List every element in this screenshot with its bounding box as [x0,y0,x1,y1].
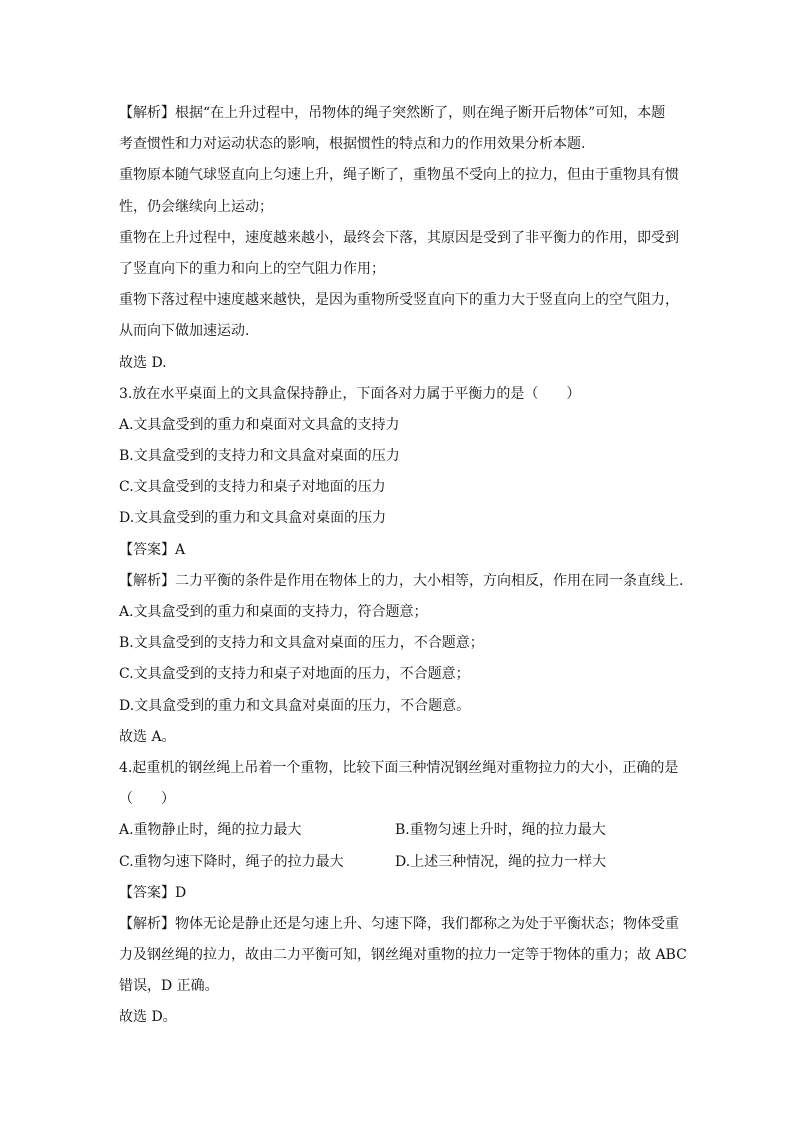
answer-text: 【答案】A [119,541,186,558]
question-option: A.文具盒受到的重力和桌面对文具盒的支持力 [119,416,400,433]
analysis-text: 错误，D 正确。 [119,978,219,995]
analysis-text: 力及钢丝绳的拉力，故由二力平衡可知，钢丝绳对重物的拉力一定等于物体的重力；故 ABC [119,947,687,964]
paragraph-text: 重物在上升过程中，速度越来越小，最终会下落，其原因是受到了非平衡力的作用，即受到 [119,229,679,246]
paragraph-text: 了竖直向下的重力和向上的空气阻力作用； [119,260,385,277]
page-content [119,98,687,1034]
paragraph-text: 重物下落过程中速度越来越快，是因为重物所受竖直向下的重力大于竖直向上的空气阻力， [119,292,679,309]
analysis-item: D.文具盒受到的重力和文具盒对桌面的压力，不合题意。 [119,697,471,714]
question-option: D.文具盒受到的重力和文具盒对桌面的压力 [119,510,387,527]
question-option: B.文具盒受到的支持力和文具盒对桌面的压力 [119,448,400,465]
analysis-text: 【解析】物体无论是静止还是匀速上升、匀速下降，我们都称之为处于平衡状态；物体受重 [119,915,679,932]
question-stem: 4.起重机的钢丝绳上吊着一个重物，比较下面三种情况钢丝绳对重物拉力的大小，正确的是 [119,759,679,776]
analysis-text: 【解析】二力平衡的条件是作用在物体上的力，大小相等，方向相反，作用在同一条直线上. [119,572,684,589]
choice-text: 故选 D。 [119,1009,177,1026]
question-option: D.上述三种情况，绳的拉力一样大 [395,853,607,870]
analysis-text: 【解析】根据“在上升过程中，吊物体的绳子突然断了，则在绳子断开后物体”可知，本题 [119,105,666,121]
paragraph-text: 重物原本随气球竖直向上匀速上升，绳子断了，重物虽不受向上的拉力，但由于重物具有惯 [119,167,679,184]
analysis-text: 考查惯性和力对运动状态的影响，根据惯性的特点和力的作用效果分析本题. [119,136,586,153]
options-row [119,847,681,878]
answer-text: 【答案】D [119,884,187,901]
paragraph-text: 从而向下做加速运动. [119,323,250,340]
paragraph-text: 性，仍会继续向上运动； [119,198,273,215]
question-option: A.重物静止时，绳的拉力最大 [119,822,302,839]
choice-text: 故选 D. [119,354,167,371]
analysis-item: C.文具盒受到的支持力和桌子对地面的压力，不合题意； [119,666,470,683]
analysis-item: B.文具盒受到的支持力和文具盒对桌面的压力，不合题意； [119,635,484,652]
question-option: C.文具盒受到的支持力和桌子对地面的压力 [119,479,386,496]
choice-text: 故选 A。 [119,728,176,745]
question-option: C.重物匀速下降时，绳子的拉力最大 [119,853,344,870]
analysis-item: A.文具盒受到的重力和桌面的支持力，符合题意； [119,604,428,620]
question-stem: 3.放在水平桌面上的文具盒保持静止，下面各对力属于平衡力的是（ ） [119,385,581,402]
question-option: B.重物匀速上升时，绳的拉力最大 [395,822,606,839]
options-row [119,815,681,846]
question-stem: （ ） [119,791,175,808]
